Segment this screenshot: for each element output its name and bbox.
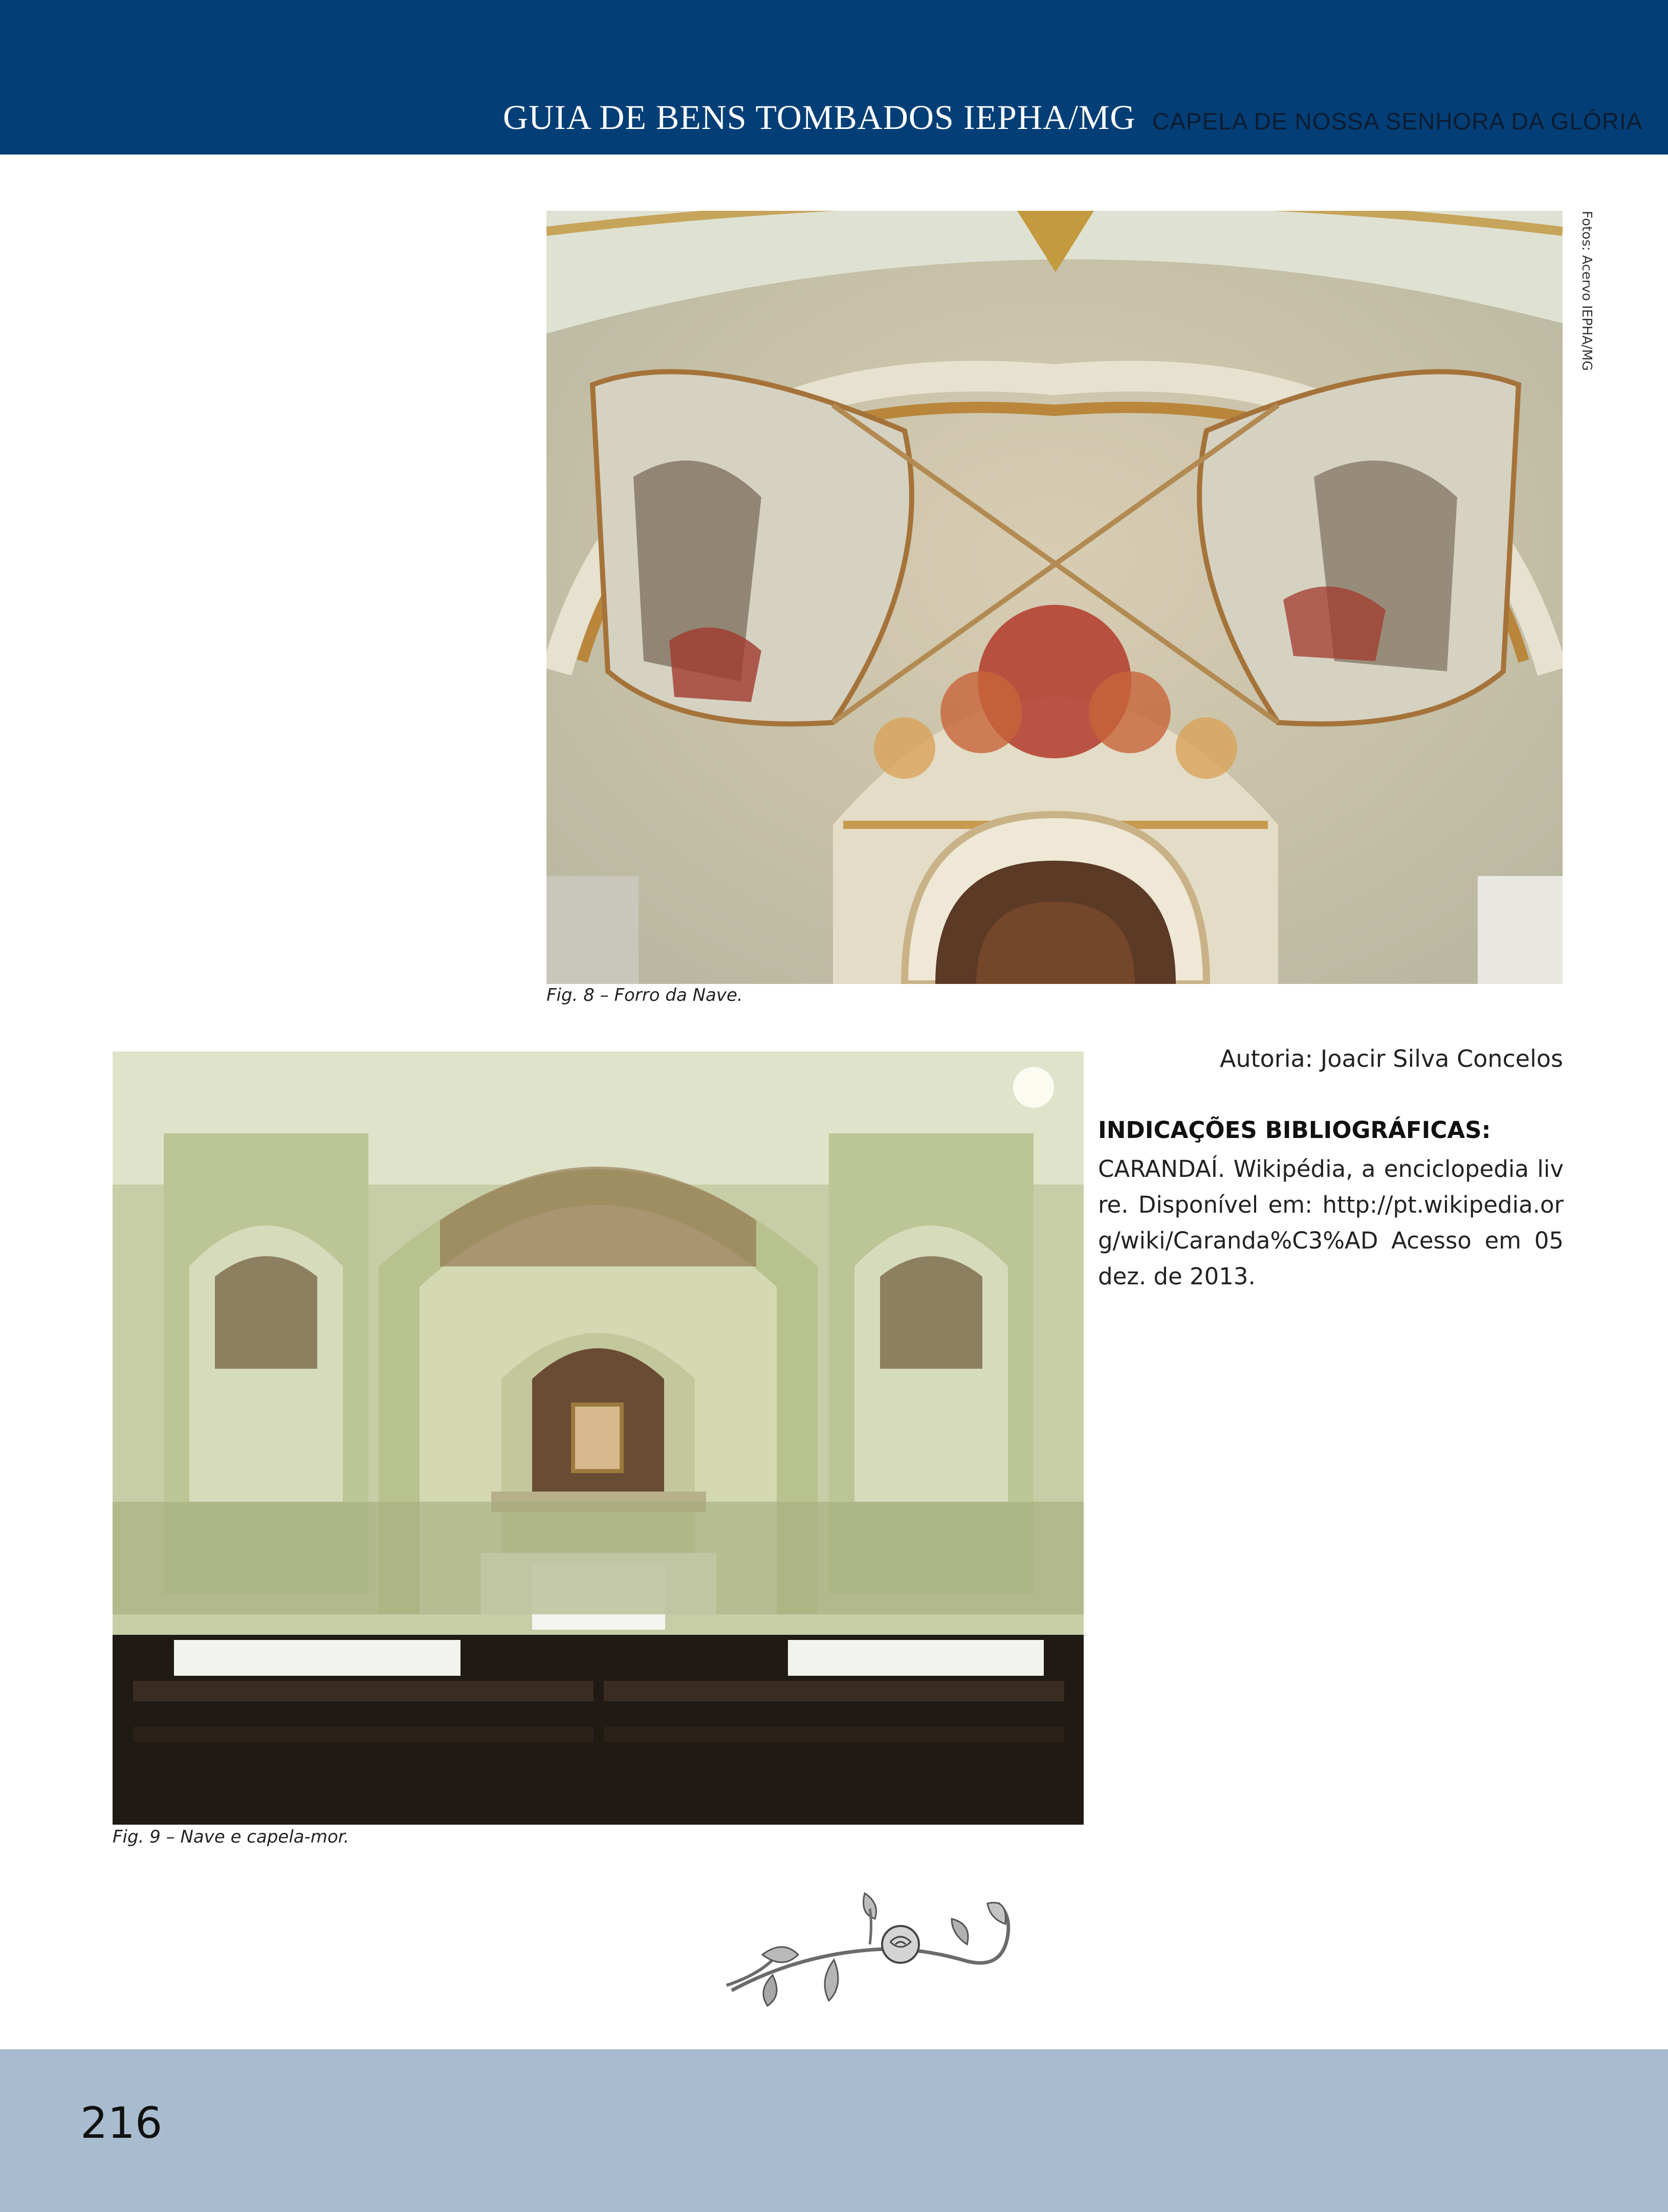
- bibliography-heading: INDICAÇÕES BIBLIOGRÁFICAS:: [1098, 1116, 1491, 1144]
- author-line: Autoria: Joacir Silva Concelos: [1220, 1045, 1563, 1072]
- guide-title: GUIA DE BENS TOMBADOS IEPHA/MG: [503, 98, 1136, 137]
- chapel-subtitle: CAPELA DE NOSSA SENHORA DA GLÓRIA: [1152, 108, 1643, 135]
- fig8-caption: Fig. 8 – Forro da Nave.: [546, 985, 743, 1005]
- fig9-caption: Fig. 9 – Nave e capela-mor.: [113, 1827, 349, 1847]
- altar-photo: [113, 1052, 1084, 1825]
- photo-credit: Fotos: Acervo IEPHA/MG: [1579, 211, 1594, 371]
- ceiling-photo: [546, 211, 1563, 984]
- footer-bar: [0, 2049, 1668, 2212]
- page-number: 216: [80, 2098, 163, 2148]
- rose-ornament-icon: [696, 1883, 1034, 2016]
- bibliography-text: CARANDAÍ. Wikipédia, a enciclopedia livre. Disponível em: http://pt.wikipedia.org/wiki/Caranda%C3%AD Acesso em 05 dez. de 2013.: [1098, 1155, 1564, 1290]
